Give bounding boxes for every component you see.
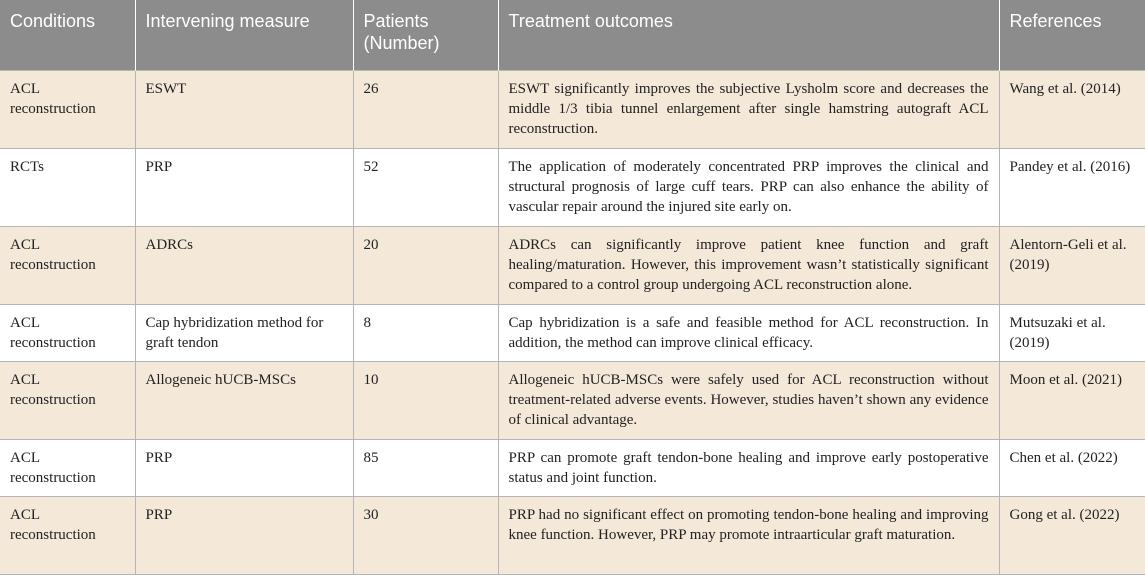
table-row [0,361,1145,439]
header-intervening-measure: Intervening measure [135,0,353,70]
cell-reference: Chen et al. (2022) [999,439,1145,496]
cell-treatment-outcome: ADRCs can significantly improve patient knee function and graft healing/maturation. However, this improvement wasn’t statistically significant compared to a control group undergoing ACL reconstruction alone. [498,226,999,304]
header-row [0,0,1145,70]
cell-treatment-outcome: The application of moderately concentrated PRP improves the clinical and structural prognosis of large cuff tears. PRP can also enhance the ability of vascular repair around the injured site early on. [498,148,999,226]
table-row [0,70,1145,148]
cell-conditions: ACL reconstruction [0,70,135,148]
cell-reference: Wang et al. (2014) [999,70,1145,148]
header-patients-number: Patients (Number) [353,0,498,70]
cell-conditions: RCTs [0,148,135,226]
cell-treatment-outcome: PRP can promote graft tendon-bone healing and improve early postoperative status and joint function. [498,439,999,496]
cell-reference: Gong et al. (2022) [999,496,1145,574]
cell-intervening-measure: PRP [135,439,353,496]
cell-reference: Pandey et al. (2016) [999,148,1145,226]
cell-patients: 20 [353,226,498,304]
table-body [0,70,1145,574]
cell-intervening-measure: PRP [135,496,353,574]
cell-patients: 52 [353,148,498,226]
cell-conditions: ACL reconstruction [0,226,135,304]
cell-intervening-measure: Cap hybridization method for graft tendon [135,304,353,361]
header-references: References [999,0,1145,70]
cell-intervening-measure: ESWT [135,70,353,148]
cell-intervening-measure: PRP [135,148,353,226]
cell-conditions: ACL reconstruction [0,361,135,439]
table-row [0,304,1145,361]
table-header [0,0,1145,70]
cell-intervening-measure: Allogeneic hUCB-MSCs [135,361,353,439]
table-row [0,148,1145,226]
cell-patients: 10 [353,361,498,439]
cell-reference: Alentorn-Geli et al. (2019) [999,226,1145,304]
cell-conditions: ACL reconstruction [0,304,135,361]
cell-patients: 85 [353,439,498,496]
cell-treatment-outcome: PRP had no significant effect on promoting tendon-bone healing and improving knee function. However, PRP may promote intraarticular graft maturation. [498,496,999,574]
cell-patients: 8 [353,304,498,361]
cell-patients: 30 [353,496,498,574]
cell-treatment-outcome: Allogeneic hUCB-MSCs were safely used for ACL reconstruction without treatment-related adverse events. However, studies haven’t shown any evidence of clinical advantage. [498,361,999,439]
cell-intervening-measure: ADRCs [135,226,353,304]
cell-reference: Moon et al. (2021) [999,361,1145,439]
cell-reference: Mutsuzaki et al. (2019) [999,304,1145,361]
table-row [0,496,1145,574]
table-row [0,226,1145,304]
cell-conditions: ACL reconstruction [0,496,135,574]
cell-treatment-outcome: ESWT significantly improves the subjective Lysholm score and decreases the middle 1/3 tibia tunnel enlargement after single hamstring autograft ACL reconstruction. [498,70,999,148]
cell-conditions: ACL reconstruction [0,439,135,496]
cell-treatment-outcome: Cap hybridization is a safe and feasible method for ACL reconstruction. In addition, the method can improve clinical efficacy. [498,304,999,361]
header-conditions: Conditions [0,0,135,70]
header-treatment-outcomes: Treatment outcomes [498,0,999,70]
table-row [0,439,1145,496]
cell-patients: 26 [353,70,498,148]
